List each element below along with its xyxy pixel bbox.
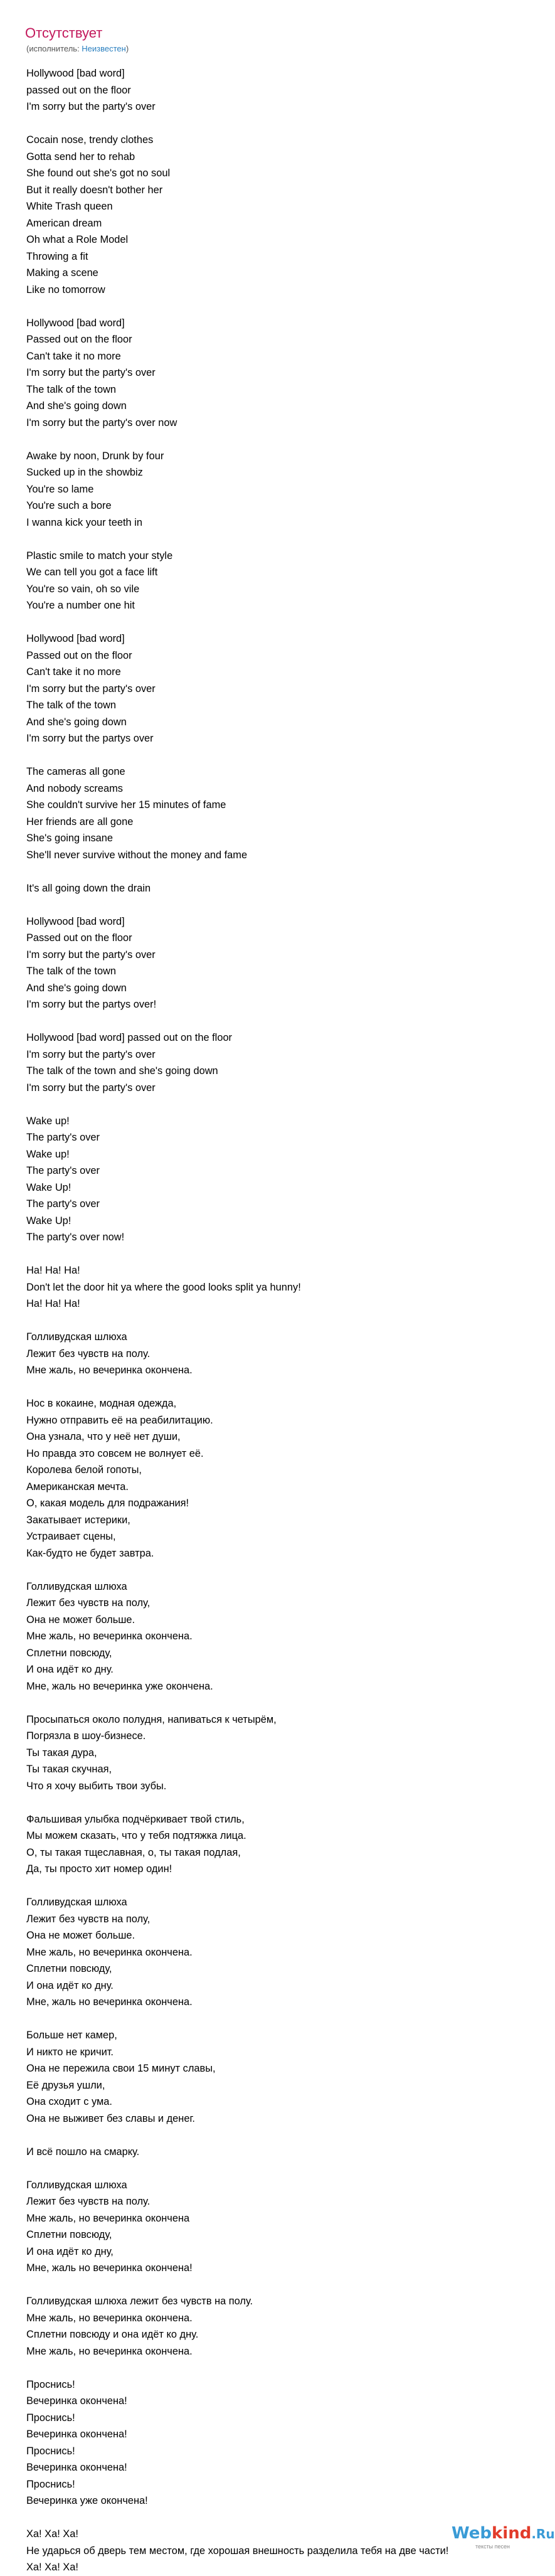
logo-wordmark (452, 2523, 555, 2544)
lyric-line: Мы можем сказать, что у тебя подтяжка лица. (26, 1830, 246, 1841)
stanza-break (26, 1695, 547, 1711)
lyric-line: Making a scene (26, 267, 98, 279)
artist-meta-suffix: ) (125, 44, 129, 53)
lyric-line: White Trash queen (26, 201, 113, 212)
lyric-line: Sucked up in the showbiz (26, 467, 143, 478)
webkind-logo[interactable] (452, 2523, 555, 2553)
lyric-line: I'm sorry but the party's over now (26, 417, 177, 428)
lyric-line: Ха! Ха! Ха! (26, 2562, 78, 2573)
lyric-line: American dream (26, 217, 102, 229)
lyric-line: Wake Up! (26, 1215, 71, 1227)
lyric-line: О, какая модель для подражания! (26, 1498, 189, 1509)
lyric-line: Can't take it no more (26, 350, 121, 362)
lyric-line: I'm sorry but the party's over (26, 1082, 156, 1094)
lyric-line: The talk of the town (26, 383, 117, 395)
lyric-line: Вечеринка окончена! (26, 2429, 127, 2440)
stanza-break (26, 1013, 547, 1030)
lyric-line: Не ударься об дверь тем местом, где хорошая внешность разделила тебя на две части! (26, 2545, 449, 2557)
lyric-line: She's going insane (26, 833, 113, 844)
lyric-line: Она не может больше. (26, 1614, 135, 1626)
stanza-break (26, 431, 547, 448)
lyric-line: И она идёт ко дну. (26, 1664, 114, 1675)
stanza-break (26, 1312, 547, 1329)
lyric-line: И она идёт ко дну. (26, 1979, 114, 1991)
lyric-line: Вечеринка окончена! (26, 2462, 127, 2473)
lyric-line: Сплетни повсюду и она идёт ко дну. (26, 2329, 199, 2340)
lyric-line: Она сходит с ума. (26, 2096, 112, 2107)
stanza-break (26, 531, 547, 548)
page-title: Отсутствует (25, 25, 103, 41)
lyric-line: I'm sorry but the partys over (26, 733, 154, 744)
lyric-line: Wake up! (26, 1115, 70, 1127)
lyric-line: The party's over (26, 1198, 100, 1210)
lyric-line: Лежит без чувств на полу. (26, 2196, 151, 2207)
lyric-line: Да, ты просто хит номер один! (26, 1863, 172, 1875)
lyric-line: Hollywood [bad word] (26, 915, 125, 927)
lyric-line: The talk of the town and she's going down (26, 1065, 218, 1077)
artist-meta-prefix: (исполнитель: (26, 44, 82, 53)
lyric-line: You're a number one hit (26, 600, 135, 611)
lyric-line: Вечеринка уже окончена! (26, 2495, 148, 2506)
lyric-line: Ha! Ha! Ha! (26, 1265, 80, 1276)
stanza-break (26, 1794, 547, 1811)
lyric-line: She couldn't survive her 15 minutes of fame (26, 799, 226, 811)
lyric-line: Ha! Ha! Ha! (26, 1298, 80, 1309)
lyric-line: Голливудская шлюха (26, 2179, 127, 2191)
lyric-line: Мне жаль, но вечеринка окончена (26, 2212, 190, 2224)
stanza-break (26, 1246, 547, 1263)
lyric-line: Фальшивая улыбка подчёркивает твой стиль, (26, 1813, 245, 1825)
logo-part-ru: .Ru (531, 2526, 555, 2541)
lyric-line: Сплетни повсюду, (26, 2229, 112, 2240)
lyric-line: Проснись! (26, 2445, 75, 2457)
lyric-line: passed out on the floor (26, 84, 131, 96)
stanza-break (26, 2160, 547, 2177)
logo-part-kind: kind (492, 2524, 532, 2543)
lyric-line: Passed out on the floor (26, 932, 132, 944)
lyric-line: I'm sorry but the party's over (26, 949, 156, 961)
lyric-line: I'm sorry but the party's over (26, 1048, 156, 1060)
lyric-line: I'm sorry but the party's over (26, 683, 156, 695)
lyric-line: Королева белой гопоты, (26, 1464, 142, 1476)
lyric-line: Сплетни повсюду, (26, 1647, 112, 1659)
lyric-line: The talk of the town (26, 700, 117, 711)
lyric-line: Hollywood [bad word] (26, 68, 125, 79)
lyric-line: Like no tomorrow (26, 284, 105, 295)
lyric-line: Throwing a fit (26, 250, 88, 262)
stanza-break (26, 1379, 547, 1396)
lyric-line: Passed out on the floor (26, 649, 132, 661)
lyric-line: Hollywood [bad word] (26, 633, 125, 644)
lyric-line: Лежит без чувств на полу, (26, 1597, 151, 1609)
lyric-line: Просыпаться около полудня, напиваться к четырём, (26, 1713, 277, 1725)
lyric-line: Cocain nose, trendy clothes (26, 134, 154, 146)
lyric-line: I wanna kick your teeth in (26, 516, 142, 528)
stanza-break (26, 2360, 547, 2376)
lyrics-text (26, 65, 547, 2576)
lyric-line: You're so lame (26, 483, 94, 495)
lyric-line: Нужно отправить её на реабилитацию. (26, 1414, 213, 1426)
lyric-line: Её друзья ушли, (26, 2079, 105, 2091)
lyric-line: Голливудская шлюха (26, 1897, 127, 1908)
stanza-break (26, 1562, 547, 1578)
stanza-break (26, 298, 547, 315)
lyric-line: Passed out on the floor (26, 334, 132, 345)
lyric-line: Больше нет камер, (26, 2030, 117, 2041)
lyric-line: Wake Up! (26, 1181, 71, 1193)
stanza-break (26, 863, 547, 880)
stanza-break (26, 747, 547, 764)
lyric-line: Сплетни повсюду, (26, 1963, 112, 1974)
lyric-line: Устраивает сцены, (26, 1531, 116, 1542)
lyric-line: The cameras all gone (26, 766, 125, 777)
lyric-line: Лежит без чувств на полу. (26, 1348, 151, 1360)
lyric-line: And she's going down (26, 982, 127, 994)
lyric-line: I'm sorry but the party's over (26, 101, 156, 112)
lyric-line: You're so vain, oh so vile (26, 583, 140, 595)
lyric-line: Лежит без чувств на полу, (26, 1913, 151, 1925)
lyric-line: Ты такая скучная, (26, 1764, 112, 1775)
lyric-line: And she's going down (26, 400, 127, 412)
lyric-line: Мне, жаль но вечеринка окончена! (26, 2262, 193, 2274)
lyric-line: Мне жаль, но вечеринка окончена. (26, 2312, 193, 2324)
stanza-break (26, 1878, 547, 1895)
lyric-line: Мне жаль, но вечеринка окончена. (26, 1946, 193, 1958)
lyric-line: Ты такая дура, (26, 1747, 97, 1759)
lyric-line: Проснись! (26, 2412, 75, 2424)
lyric-line: Вечеринка окончена! (26, 2395, 127, 2407)
lyric-line: О, ты такая тщеславная, о, ты такая подлая, (26, 1846, 241, 1858)
lyric-line: Проснись! (26, 2478, 75, 2490)
stanza-break (26, 1096, 547, 1113)
stanza-break (26, 2277, 547, 2294)
lyric-line: Gotta send her to rehab (26, 151, 135, 162)
lyric-line: Мне жаль, но вечеринка окончена. (26, 1631, 193, 1642)
lyric-line: The party's over now! (26, 1232, 125, 1243)
lyric-line: You're such a bore (26, 500, 112, 511)
lyric-line: Don't let the door hit ya where the good looks split ya hunny! (26, 1281, 301, 1293)
lyric-line: Но правда это совсем не волнует её. (26, 1447, 204, 1459)
stanza-break (26, 614, 547, 631)
lyric-line: Погрязла в шоу-бизнесе. (26, 1730, 146, 1742)
lyric-line: Что я хочу выбить твои зубы. (26, 1780, 167, 1792)
logo-tagline: тексты песен (475, 2543, 510, 2550)
lyric-line: Wake up! (26, 1148, 70, 1160)
lyric-line: Проснись! (26, 2378, 75, 2390)
lyric-line: Awake by noon, Drunk by four (26, 450, 164, 462)
lyric-line: The party's over (26, 1165, 100, 1176)
lyric-line: Мне жаль, но вечеринка окончена. (26, 2345, 193, 2357)
lyric-line: We can tell you got a face lift (26, 567, 158, 578)
stanza-break (26, 115, 547, 132)
logo-part-web: Web (452, 2524, 492, 2543)
lyric-line: The talk of the town (26, 966, 117, 977)
stanza-break (26, 2127, 547, 2144)
lyric-line: But it really doesn't bother her (26, 184, 163, 196)
lyric-line: Мне, жаль но вечеринка окончена. (26, 1996, 193, 2008)
lyric-line: Plastic smile to match your style (26, 550, 173, 562)
lyric-line: Oh what a Role Model (26, 234, 129, 245)
lyric-line: Can't take it no more (26, 666, 121, 678)
lyric-line: She'll never survive without the money and fame (26, 849, 248, 861)
lyric-line: Она не пережила свои 15 минут славы, (26, 2063, 216, 2074)
lyric-line: The party's over (26, 1132, 100, 1143)
lyric-line: Закатывает истерики, (26, 1514, 130, 1526)
lyric-line: Голливудская шлюха лежит без чувств на полу. (26, 2296, 253, 2307)
lyric-line: Мне, жаль но вечеринка уже окончена. (26, 1680, 213, 1692)
lyric-line: It's all going down the drain (26, 882, 151, 894)
stanza-break (26, 897, 547, 913)
lyric-line: Hollywood [bad word] passed out on the floor (26, 1032, 233, 1043)
lyric-line: Нос в кокаине, модная одежда, (26, 1398, 177, 1409)
artist-link[interactable]: Неизвестен (82, 44, 126, 53)
lyric-line: Она не выживет без славы и денег. (26, 2112, 195, 2124)
lyric-line: And nobody screams (26, 782, 123, 794)
lyric-line: Her friends are all gone (26, 816, 134, 828)
lyric-line: I'm sorry but the partys over! (26, 999, 157, 1010)
lyric-line: Hollywood [bad word] (26, 317, 125, 329)
lyric-line: Она не может больше. (26, 1930, 135, 1941)
lyric-line: She found out she's got no soul (26, 168, 171, 179)
lyric-line: Она узнала, что у неё нет души, (26, 1431, 181, 1442)
lyric-line: И никто не кричит. (26, 2046, 114, 2058)
lyric-line: И всё пошло на смарку. (26, 2146, 140, 2158)
lyric-line: Мне жаль, но вечеринка окончена. (26, 1365, 193, 1376)
lyric-line: Голливудская шлюха (26, 1580, 127, 1592)
lyric-line: And she's going down (26, 716, 127, 728)
lyric-line: Американская мечта. (26, 1481, 129, 1493)
stanza-break (26, 2011, 547, 2028)
lyric-line: I'm sorry but the party's over (26, 367, 156, 378)
artist-meta (26, 44, 129, 54)
lyric-line: И она идёт ко дну, (26, 2245, 114, 2257)
lyric-line: Ха! Ха! Ха! (26, 2528, 78, 2540)
lyric-line: Как-будто не будет завтра. (26, 1547, 154, 1559)
lyric-line: Голливудская шлюха (26, 1331, 127, 1343)
